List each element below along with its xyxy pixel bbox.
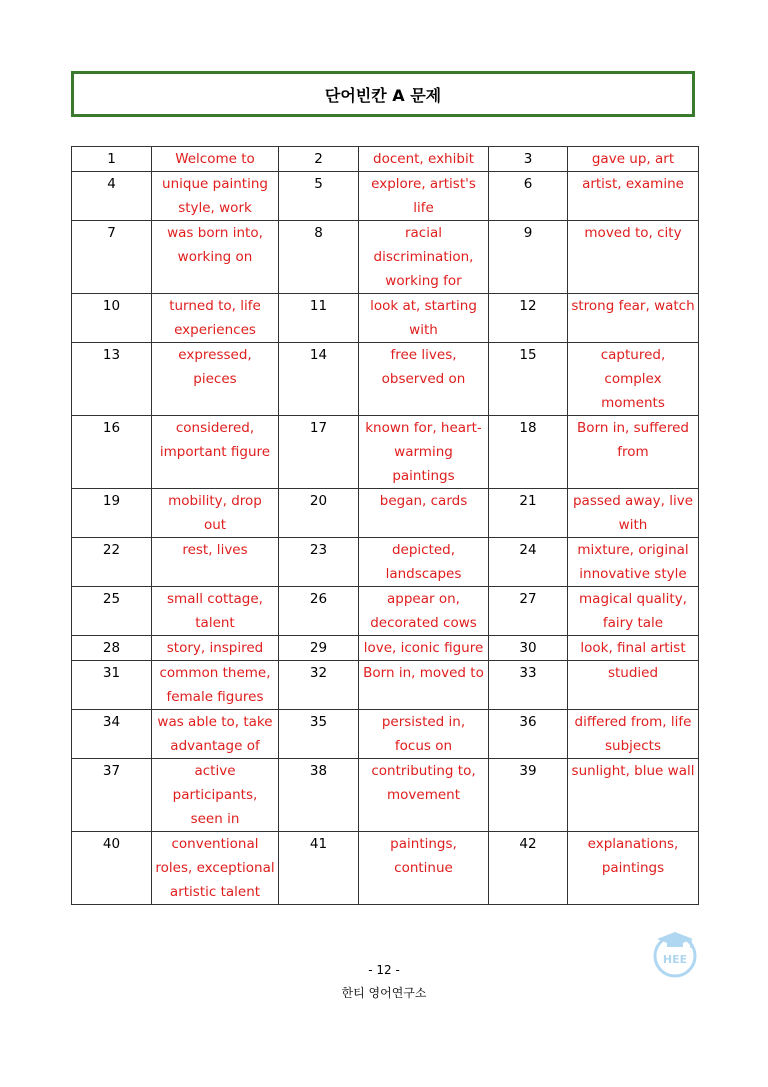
answer-text: free lives, observed on	[359, 343, 489, 416]
answer-text: racial discrimination, working for	[359, 221, 489, 294]
answer-text: conventional roles, exceptional artistic talent	[152, 832, 279, 905]
answer-text: was born into, working on	[152, 221, 279, 294]
page-number: - 12 -	[368, 963, 400, 977]
question-number: 34	[72, 710, 152, 759]
answer-text: Born in, moved to	[359, 661, 489, 710]
question-number: 27	[489, 587, 568, 636]
question-number: 2	[279, 147, 359, 172]
answer-text: explore, artist's life	[359, 172, 489, 221]
page-title: 단어빈칸 A 문제	[71, 71, 695, 117]
answer-text: look, final artist	[568, 636, 699, 661]
answer-text: docent, exhibit	[359, 147, 489, 172]
answer-text: appear on, decorated cows	[359, 587, 489, 636]
answer-text: explanations, paintings	[568, 832, 699, 905]
table-row	[72, 759, 699, 832]
question-number: 29	[279, 636, 359, 661]
answer-text: unique painting style, work	[152, 172, 279, 221]
answer-text: mobility, drop out	[152, 489, 279, 538]
question-number: 12	[489, 294, 568, 343]
table-row	[72, 489, 699, 538]
question-number: 23	[279, 538, 359, 587]
question-number: 40	[72, 832, 152, 905]
question-number: 21	[489, 489, 568, 538]
question-number: 36	[489, 710, 568, 759]
question-number: 9	[489, 221, 568, 294]
answer-text: persisted in, focus on	[359, 710, 489, 759]
question-number: 35	[279, 710, 359, 759]
question-number: 14	[279, 343, 359, 416]
question-number: 7	[72, 221, 152, 294]
answer-text: differed from, life subjects	[568, 710, 699, 759]
answer-text: moved to, city	[568, 221, 699, 294]
answer-text: Born in, suffered from	[568, 416, 699, 489]
table-row	[72, 416, 699, 489]
question-number: 11	[279, 294, 359, 343]
answer-text: depicted, landscapes	[359, 538, 489, 587]
question-number: 31	[72, 661, 152, 710]
question-number: 17	[279, 416, 359, 489]
answer-text: considered, important figure	[152, 416, 279, 489]
table-row	[72, 587, 699, 636]
question-number: 33	[489, 661, 568, 710]
answer-text: paintings, continue	[359, 832, 489, 905]
question-number: 18	[489, 416, 568, 489]
question-number: 39	[489, 759, 568, 832]
question-number: 38	[279, 759, 359, 832]
answer-text: was able to, take advantage of	[152, 710, 279, 759]
question-number: 37	[72, 759, 152, 832]
answer-text: began, cards	[359, 489, 489, 538]
question-number: 6	[489, 172, 568, 221]
question-number: 26	[279, 587, 359, 636]
logo-text: HEE	[662, 953, 688, 966]
question-number: 28	[72, 636, 152, 661]
table-row	[72, 221, 699, 294]
question-number: 25	[72, 587, 152, 636]
answer-text: rest, lives	[152, 538, 279, 587]
question-number: 16	[72, 416, 152, 489]
question-number: 10	[72, 294, 152, 343]
answer-text: small cottage, talent	[152, 587, 279, 636]
table-row	[72, 538, 699, 587]
table-row	[72, 343, 699, 416]
question-number: 24	[489, 538, 568, 587]
question-number: 5	[279, 172, 359, 221]
answer-table-body	[72, 147, 699, 905]
question-number: 4	[72, 172, 152, 221]
answer-text: turned to, life experiences	[152, 294, 279, 343]
question-number: 19	[72, 489, 152, 538]
question-number: 32	[279, 661, 359, 710]
answer-text: story, inspired	[152, 636, 279, 661]
answer-text: strong fear, watch	[568, 294, 699, 343]
answer-text: mixture, original innovative style	[568, 538, 699, 587]
table-row	[72, 710, 699, 759]
table-row	[72, 832, 699, 905]
question-number: 8	[279, 221, 359, 294]
question-number: 42	[489, 832, 568, 905]
answer-text: passed away, live with	[568, 489, 699, 538]
answer-text: known for, heart-warming paintings	[359, 416, 489, 489]
table-row	[72, 172, 699, 221]
answer-table	[71, 146, 699, 905]
answer-text: contributing to, movement	[359, 759, 489, 832]
question-number: 15	[489, 343, 568, 416]
hee-logo-icon	[652, 928, 698, 978]
footer-text: 한티 영어연구소	[341, 986, 427, 1000]
answer-text: Welcome to	[152, 147, 279, 172]
question-number: 13	[72, 343, 152, 416]
question-number: 1	[72, 147, 152, 172]
answer-text: sunlight, blue wall	[568, 759, 699, 832]
answer-text: active participants, seen in	[152, 759, 279, 832]
answer-text: captured, complex moments	[568, 343, 699, 416]
table-row	[72, 294, 699, 343]
answer-text: love, iconic figure	[359, 636, 489, 661]
question-number: 41	[279, 832, 359, 905]
table-row	[72, 147, 699, 172]
question-number: 3	[489, 147, 568, 172]
answer-text: expressed, pieces	[152, 343, 279, 416]
answer-text: magical quality, fairy tale	[568, 587, 699, 636]
answer-text: artist, examine	[568, 172, 699, 221]
table-row	[72, 636, 699, 661]
answer-text: gave up, art	[568, 147, 699, 172]
answer-text: common theme, female figures	[152, 661, 279, 710]
answer-text: look at, starting with	[359, 294, 489, 343]
question-number: 22	[72, 538, 152, 587]
answer-text: studied	[568, 661, 699, 710]
question-number: 20	[279, 489, 359, 538]
table-row	[72, 661, 699, 710]
question-number: 30	[489, 636, 568, 661]
